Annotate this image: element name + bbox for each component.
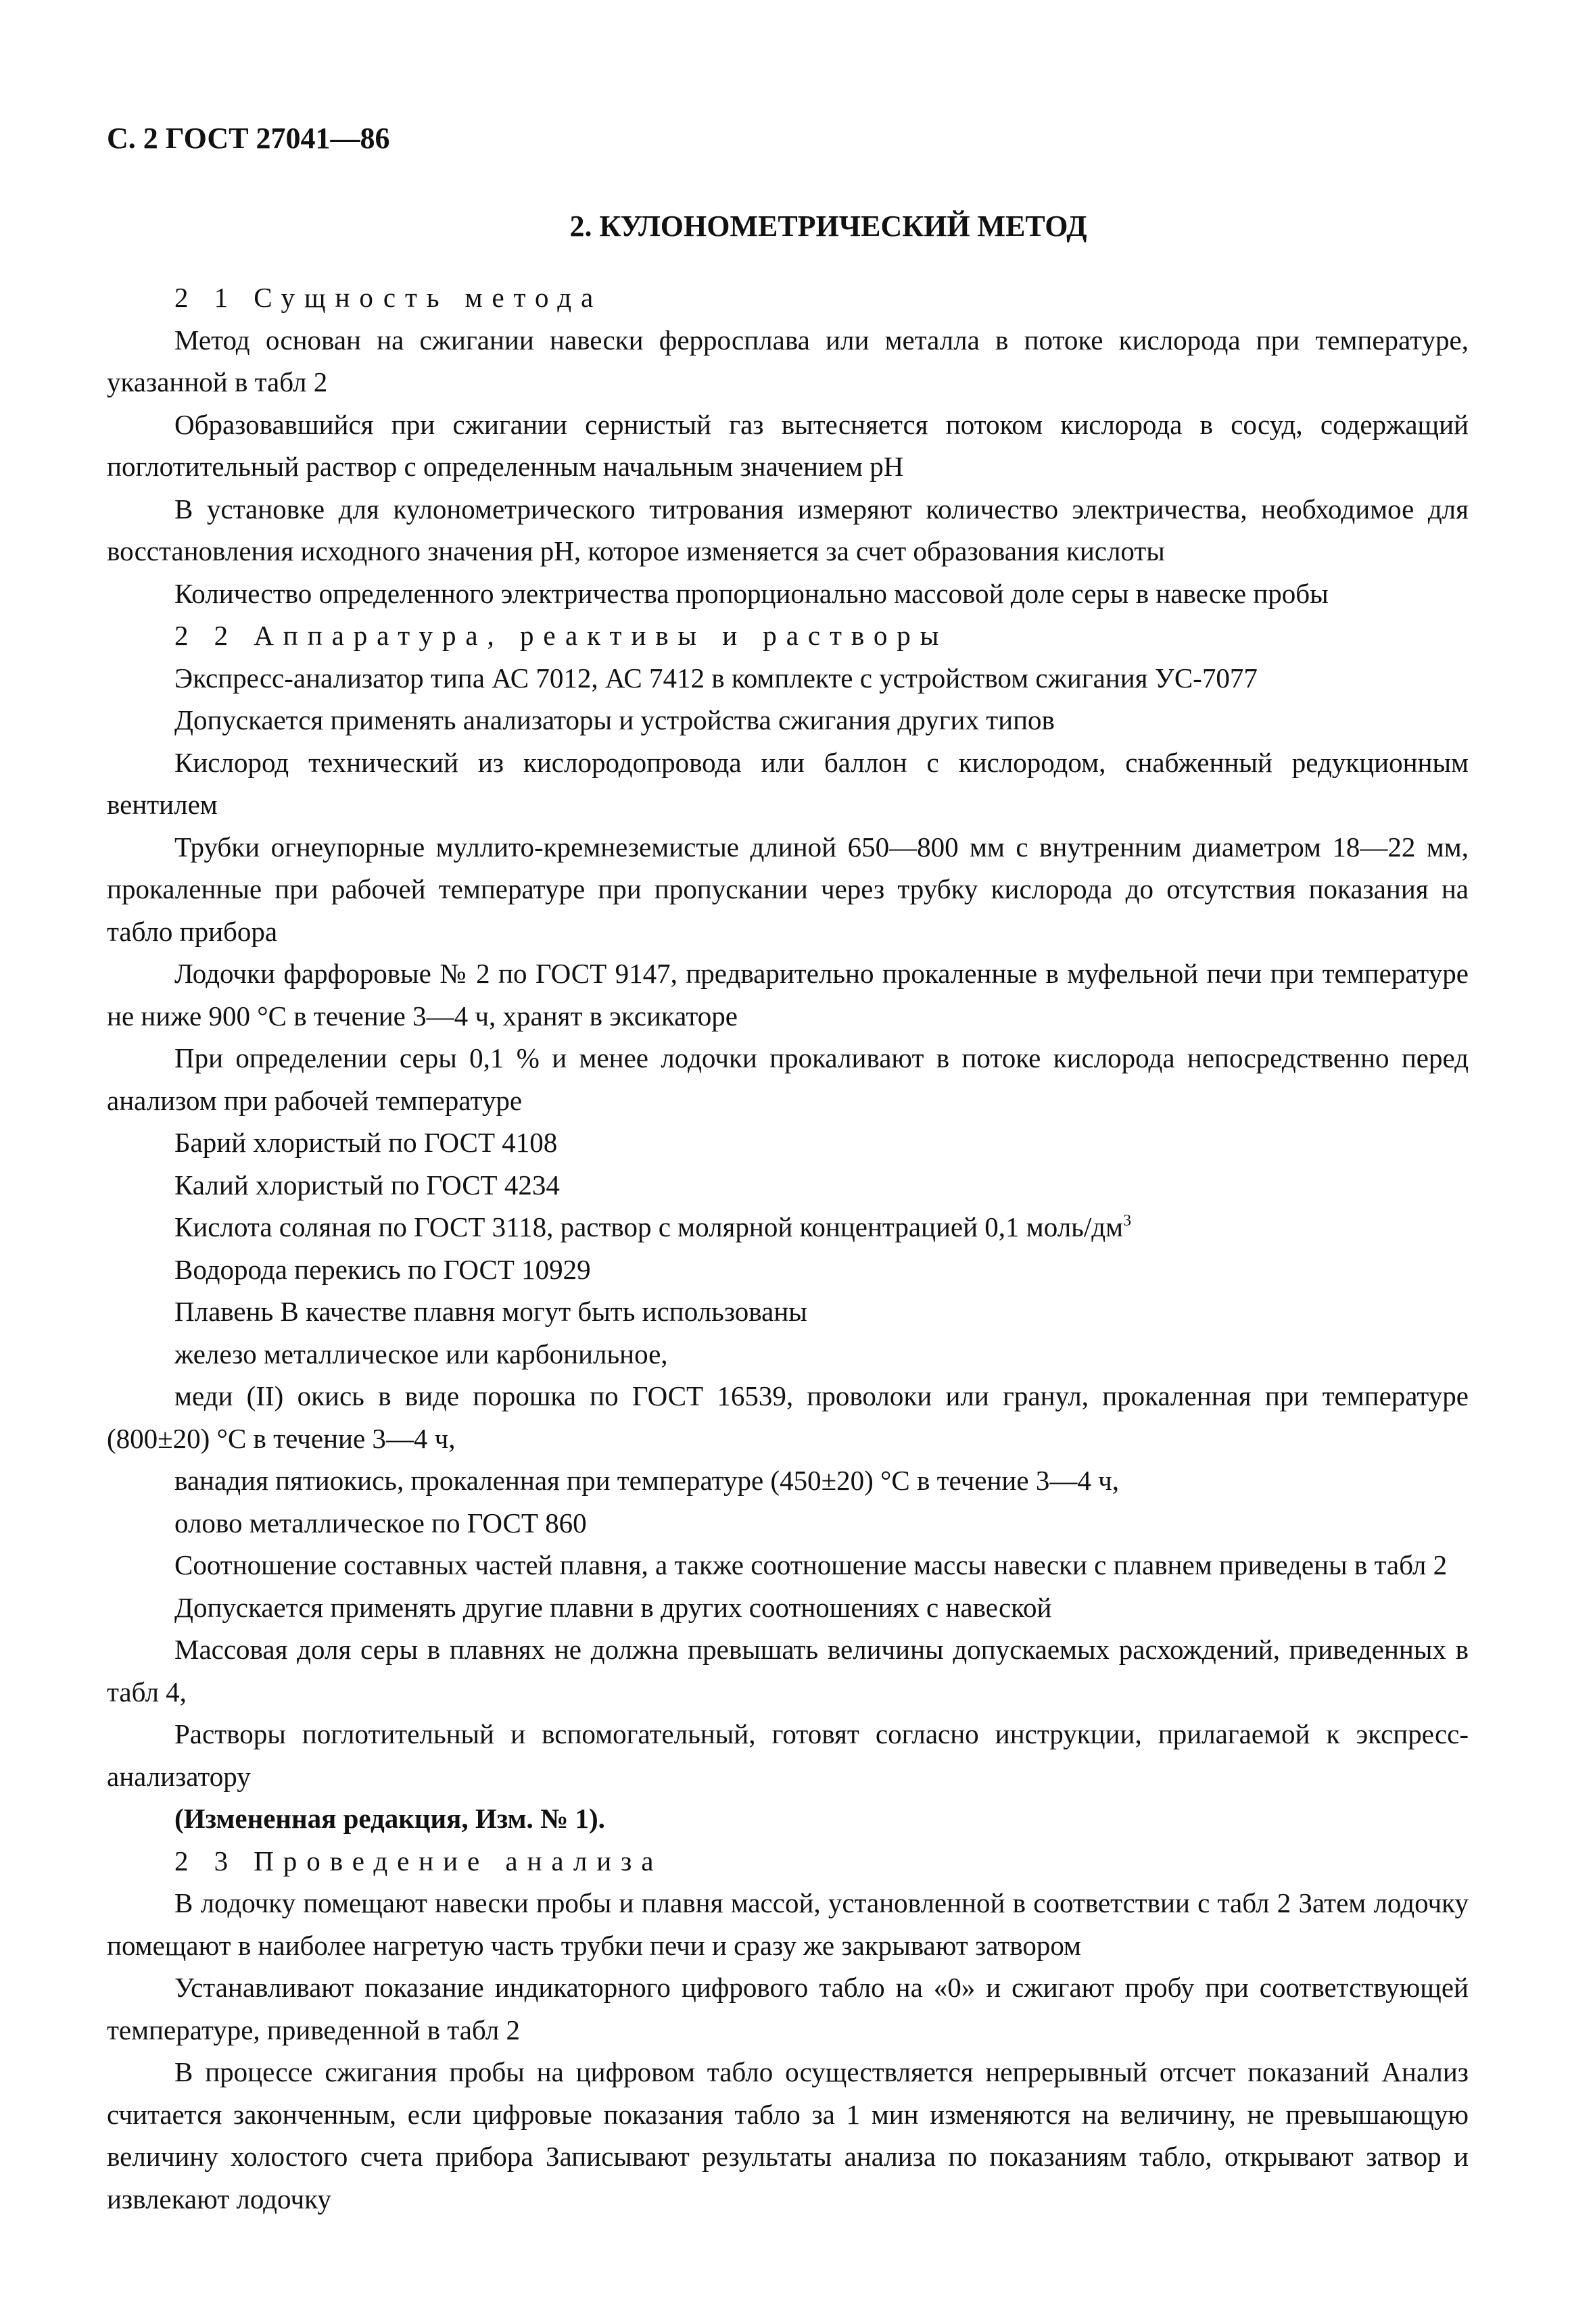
subsection-heading	[107, 614, 1469, 657]
paragraph-text: 2 2 Аппаратура, реактивы и растворы	[174, 620, 949, 651]
paragraph	[107, 1290, 1469, 1333]
paragraph-text: В лодочку помещают навески пробы и плавня массой, установленной в соответствии с табл 2 Затем лодочку помещают в наиболее нагретую часть трубки печи и сразу же закрывают затвором	[107, 1887, 1469, 1961]
body-text	[107, 276, 1469, 2220]
paragraph	[107, 1121, 1469, 1164]
paragraph-text: Растворы поглотительный и вспомогательный, готовят согласно инструкции, прилагаемой к экспресс-анализатору	[107, 1718, 1469, 1792]
paragraph	[107, 404, 1469, 488]
paragraph-text: меди (II) окись в виде порошка по ГОСТ 16539, проволоки или гранул, прокаленная при температуре (800±20) °С в течение 3—4 ч,	[107, 1380, 1469, 1454]
paragraph	[107, 573, 1469, 615]
superscript: 3	[1123, 1212, 1132, 1230]
paragraph-text: Трубки огнеупорные муллито-кремнеземистые длиной 650—800 мм с внутренним диаметром 18—22 мм, прокаленные при рабочей температуре при пропускании через трубку кислорода до отсутствия показания на табло прибора	[107, 831, 1469, 947]
paragraph-text: Допускается применять анализаторы и устройства сжигания других типов	[174, 704, 1055, 735]
paragraph-text: Водорода перекись по ГОСТ 10929	[174, 1253, 591, 1285]
paragraph-text: 2 3 Проведение анализа	[174, 1845, 663, 1877]
paragraph	[107, 1459, 1469, 1502]
paragraph-text: Лодочки фарфоровые № 2 по ГОСТ 9147, предварительно прокаленные в муфельной печи при температуре не ниже 900 °С в течение 3—4 ч, хранят в эксикаторе	[107, 958, 1469, 1032]
paragraph	[107, 2051, 1469, 2220]
paragraph	[107, 1882, 1469, 1966]
paragraph	[107, 1164, 1469, 1207]
amendment-note	[107, 1797, 1469, 1840]
paragraph	[107, 657, 1469, 700]
paragraph-text: Кислота соляная по ГОСТ 3118, раствор с молярной концентрацией 0,1 моль/дм	[174, 1211, 1124, 1242]
paragraph-text: При определении серы 0,1 % и менее лодочки прокаливают в потоке кислорода непосредственно перед анализом при рабочей температуре	[107, 1042, 1469, 1116]
paragraph	[107, 1502, 1469, 1545]
paragraph-text: 2 1 Сущность метода	[174, 282, 603, 313]
paragraph-text: Образовавшийся при сжигании сернистый газ вытесняется потоком кислорода в сосуд, содержащий поглотительный раствор с определенным начальным значением pH	[107, 408, 1469, 482]
paragraph	[107, 952, 1469, 1037]
paragraph	[107, 1206, 1469, 1249]
paragraph-text: Массовая доля серы в плавнях не должна превышать величины допускаемых расхождений, приведенных в табл 4,	[107, 1634, 1469, 1708]
section-title: 2. КУЛОНОМЕТРИЧЕСКИЙ МЕТОД	[569, 210, 1087, 243]
paragraph-text: Устанавливают показание индикаторного цифрового табло на «0» и сжигают пробу при соответствующей температуре, приведенной в табл 2	[107, 1972, 1469, 2045]
paragraph-text: Плавень В качестве плавня могут быть использованы	[174, 1296, 807, 1327]
paragraph	[107, 699, 1469, 742]
running-header: С. 2 ГОСТ 27041—86	[107, 122, 390, 155]
paragraph	[107, 1544, 1469, 1587]
paragraph	[107, 1333, 1469, 1376]
paragraph-text: Метод основан на сжигании навески ферросплава или металла в потоке кислорода при температуре, указанной в табл 2	[107, 324, 1469, 397]
paragraph	[107, 1249, 1469, 1291]
paragraph-text: В установке для кулонометрического титрования измеряют количество электричества, необходимое для восстановления исходного значения pH, которое изменяется за счет образования кислоты	[107, 493, 1469, 566]
subsection-heading	[107, 1840, 1469, 1883]
paragraph	[107, 1713, 1469, 1797]
paragraph-text: Барий хлористый по ГОСТ 4108	[174, 1127, 558, 1158]
paragraph-text: Допускается применять другие плавни в других соотношениях с навеской	[174, 1591, 1052, 1623]
paragraph	[107, 319, 1469, 404]
paragraph-text: Экспресс-анализатор типа АС 7012, АС 7412 в комплекте с устройством сжигания УС-7077	[174, 662, 1258, 694]
paragraph-text: (Измененная редакция, Изм. № 1).	[174, 1803, 605, 1834]
paragraph	[107, 1587, 1469, 1629]
paragraph	[107, 1966, 1469, 2051]
paragraph-text: олово металлическое по ГОСТ 860	[174, 1507, 587, 1539]
paragraph	[107, 742, 1469, 826]
paragraph-text: В процессе сжигания пробы на цифровом табло осуществляется непрерывный отсчет показаний Анализ считается законченным, если цифровые показания табло за 1 мин изменяются на величину, не превышающую величину холостого счета прибора Записывают результаты анализа по показаниям табло, открывают затвор и извлекают лодочку	[107, 2056, 1469, 2214]
paragraph-text: Соотношение составных частей плавня, а также соотношение массы навески с плавнем приведены в табл 2	[174, 1549, 1448, 1580]
paragraph-text: Кислород технический из кислородопровода или баллон с кислородом, снабженный редукционным вентилем	[107, 746, 1469, 820]
paragraph-text: Калий хлористый по ГОСТ 4234	[174, 1169, 560, 1201]
paragraph	[107, 1375, 1469, 1459]
paragraph-text: Количество определенного электричества пропорционально массовой доле серы в навеске пробы	[174, 577, 1329, 609]
subsection-heading	[107, 276, 1469, 319]
paragraph-text: ванадия пятиокись, прокаленная при температуре (450±20) °С в течение 3—4 ч,	[174, 1465, 1119, 1496]
paragraph-text: железо металлическое или карбонильное,	[174, 1338, 668, 1370]
paragraph	[107, 488, 1469, 573]
paragraph	[107, 1037, 1469, 1121]
paragraph	[107, 826, 1469, 953]
paragraph	[107, 1628, 1469, 1713]
